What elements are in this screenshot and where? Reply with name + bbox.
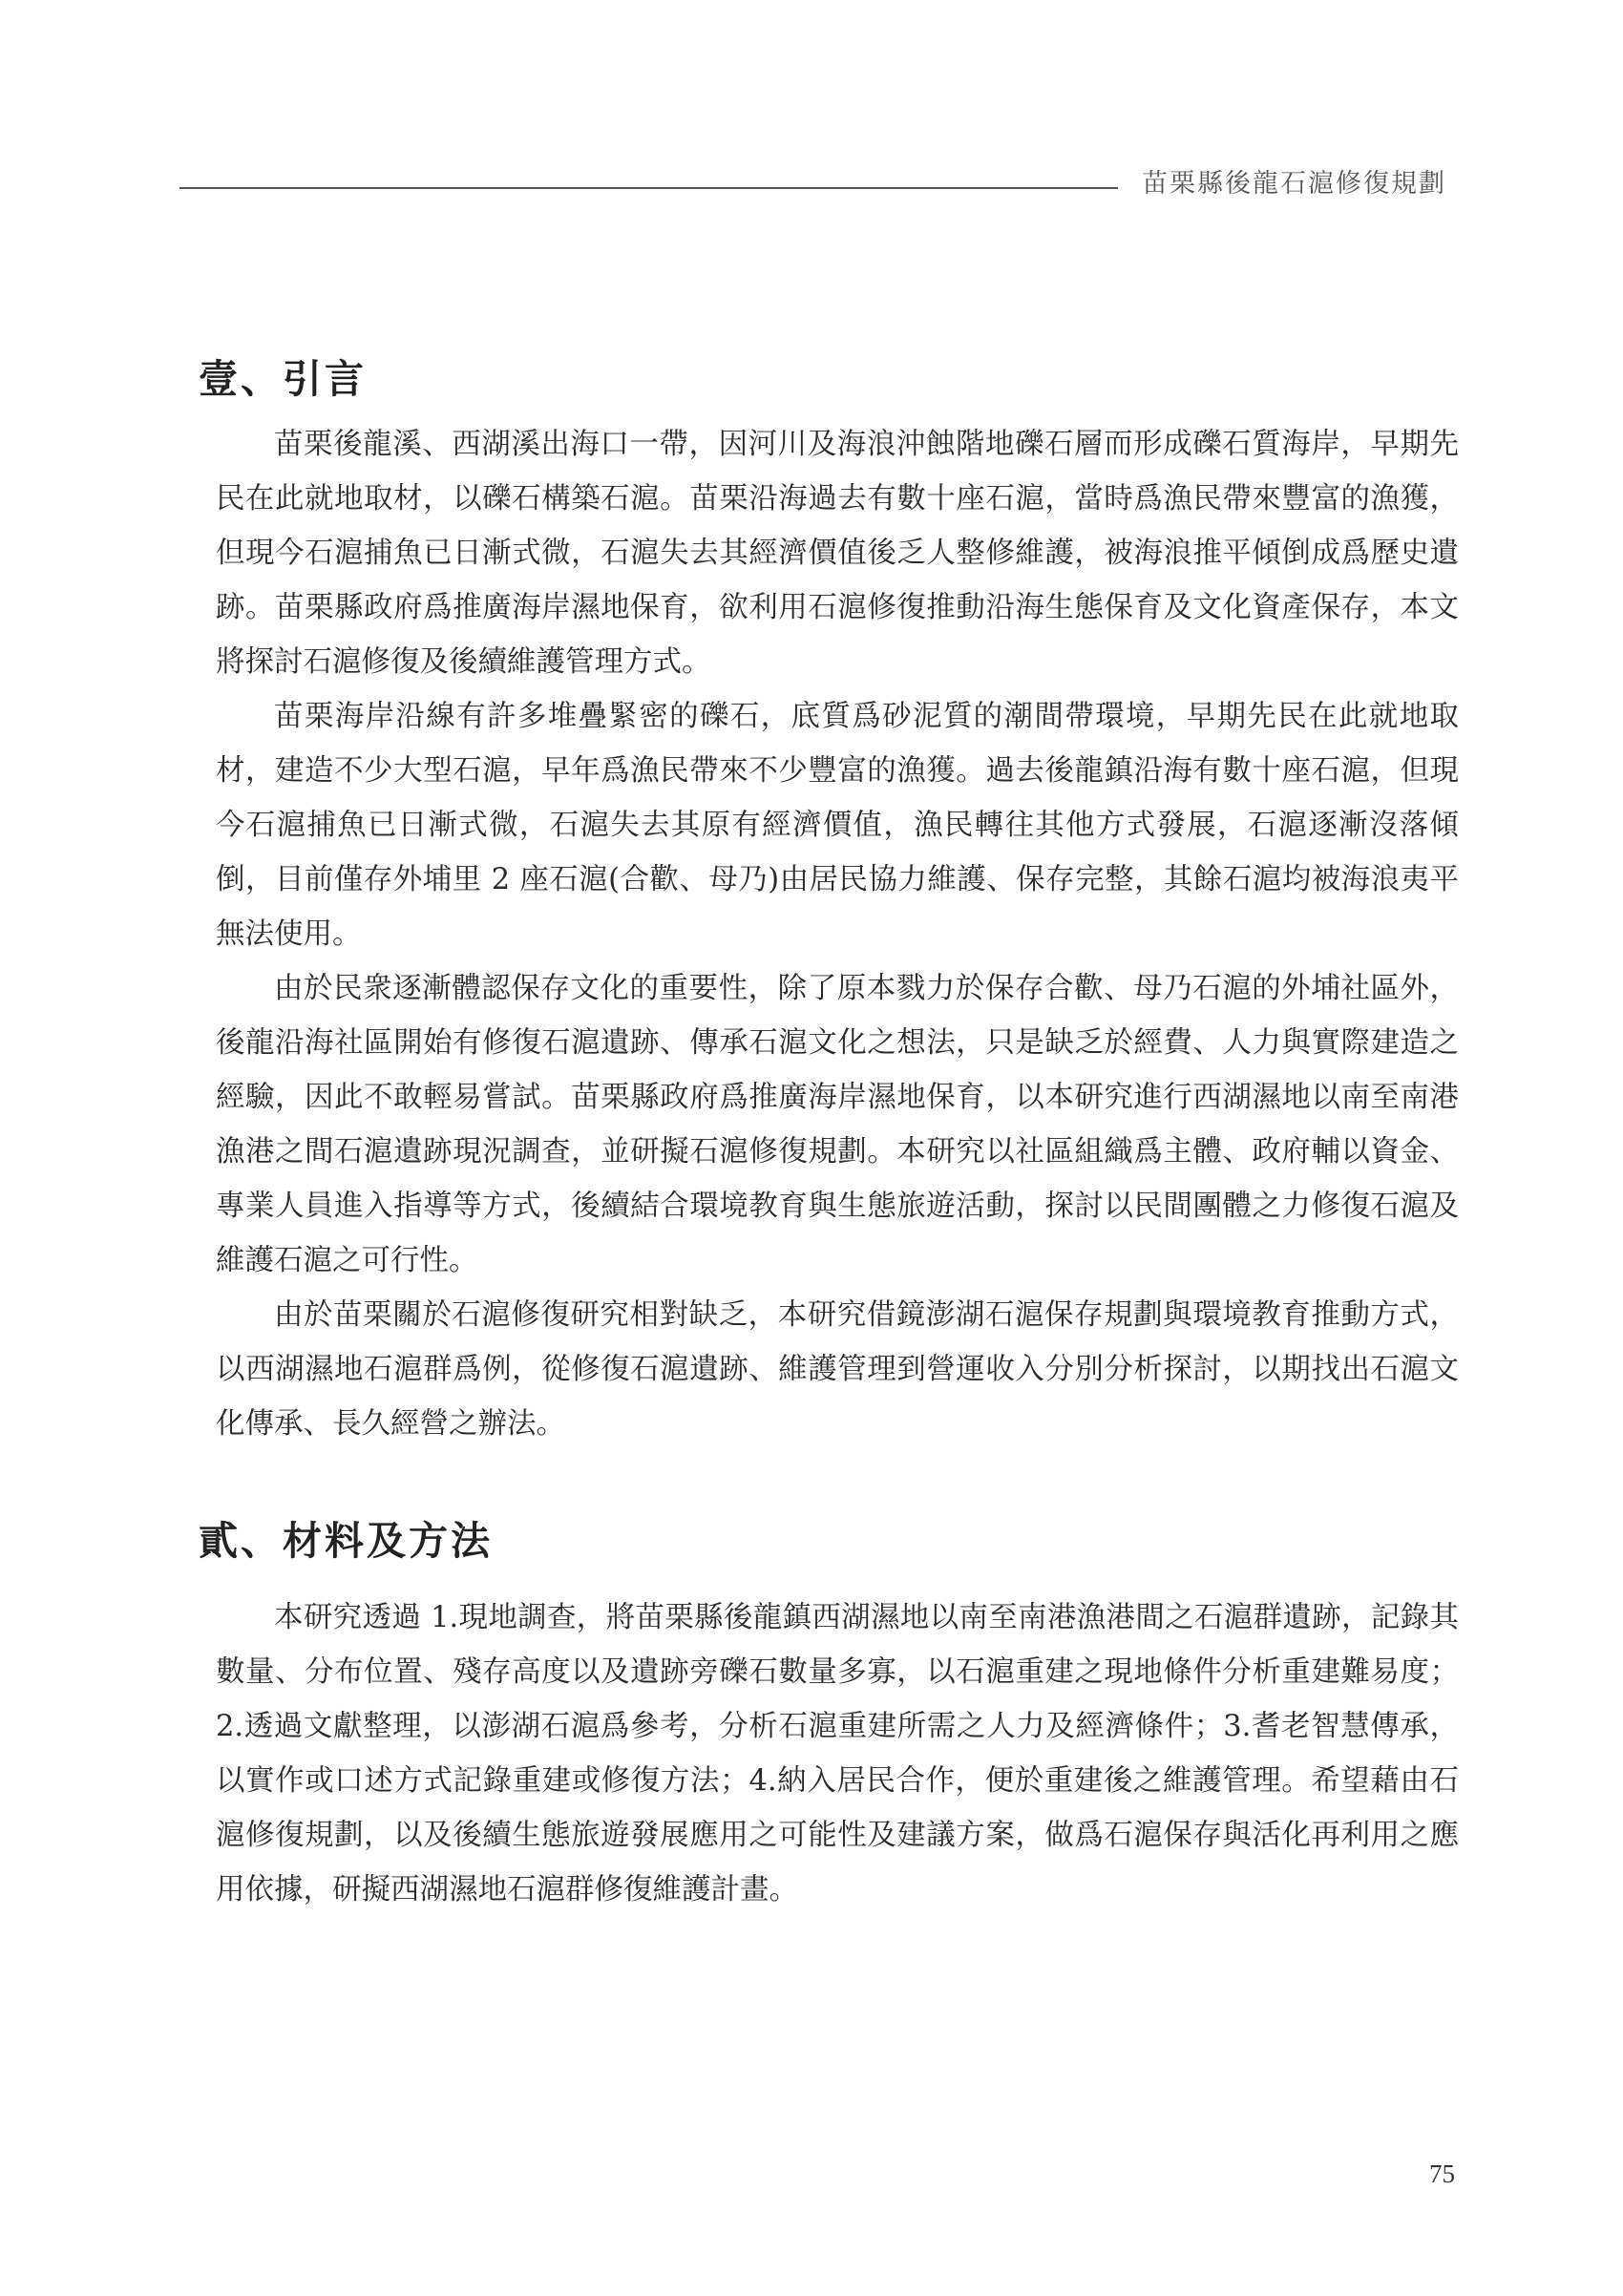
materials-methods-body bbox=[216, 1590, 1459, 1917]
introduction-body bbox=[216, 417, 1459, 1451]
paragraph: 由於苗栗關於石滬修復研究相對缺乏，本研究借鏡澎湖石滬保存規劃與環境教育推動方式，以西湖濕地石滬群爲例，從修復石滬遺跡、維護管理到營運收入分別分析探討，以期找出石滬文化傳承、長久經營之辦法。 bbox=[216, 1298, 1459, 1441]
section-heading-materials-methods: 貳、材料及方法 bbox=[199, 1518, 493, 1564]
paragraph: 由於民衆逐漸體認保存文化的重要性，除了原本戮力於保存合歡、母乃石滬的外埔社區外，後龍沿海社區開始有修復石滬遺跡、傳承石滬文化之想法，只是缺乏於經費、人力與實際建造之經驗，因此不敢輕易嘗試。苗栗縣政府爲推廣海岸濕地保育，以本研究進行西湖濕地以南至南港漁港之間石滬遺跡現況調查，並研擬石滬修復規劃。本研究以社區組織爲主體、政府輔以資金、專業人員進入指導等方式，後續結合環境教育與生態旅遊活動，探討以民間團體之力修復石滬及維護石滬之可行性。 bbox=[216, 972, 1459, 1277]
header-rule bbox=[179, 187, 1118, 189]
section-heading-introduction: 壹、引言 bbox=[199, 356, 367, 402]
paragraph: 苗栗後龍溪、西湖溪出海口一帶，因河川及海浪沖蝕階地礫石層而形成礫石質海岸，早期先民在此就地取材，以礫石構築石滬。苗栗沿海過去有數十座石滬，當時爲漁民帶來豐富的漁獲，但現今石滬捕魚已日漸式微，石滬失去其經濟價值後乏人整修維護，被海浪推平傾倒成爲歷史遺跡。苗栗縣政府爲推廣海岸濕地保育，欲利用石滬修復推動沿海生態保育及文化資產保存，本文將探討石滬修復及後續維護管理方式。 bbox=[216, 428, 1459, 679]
paragraph: 本研究透過 1.現地調查，將苗栗縣後龍鎮西湖濕地以南至南港漁港間之石滬群遺跡，記錄其數量、分布位置、殘存高度以及遺跡旁礫石數量多寡，以石滬重建之現地條件分析重建難易度；2.透過文獻整理，以澎湖石滬爲參考，分析石滬重建所需之人力及經濟條件；3.耆老智慧傳承，以實作或口述方式記錄重建或修復方法；4.納入居民合作，便於重建後之維護管理。希望藉由石滬修復規劃，以及後續生態旅遊發展應用之可能性及建議方案，做爲石滬保存與活化再利用之應用依據，研擬西湖濕地石滬群修復維護計畫。 bbox=[216, 1601, 1459, 1906]
running-title: 苗栗縣後龍石滬修復規劃 bbox=[1142, 169, 1446, 199]
page-number: 75 bbox=[1429, 2159, 1455, 2188]
paragraph: 苗栗海岸沿線有許多堆疊緊密的礫石，底質爲砂泥質的潮間帶環境，早期先民在此就地取材，建造不少大型石滬，早年爲漁民帶來不少豐富的漁獲。過去後龍鎮沿海有數十座石滬，但現今石滬捕魚已日漸式微，石滬失去其原有經濟價值，漁民轉往其他方式發展，石滬逐漸沒落傾倒，目前僅存外埔里 2 座石滬(合歡、母乃)由居民協力維護、保存完整，其餘石滬均被海浪夷平無法使用。 bbox=[216, 700, 1459, 951]
